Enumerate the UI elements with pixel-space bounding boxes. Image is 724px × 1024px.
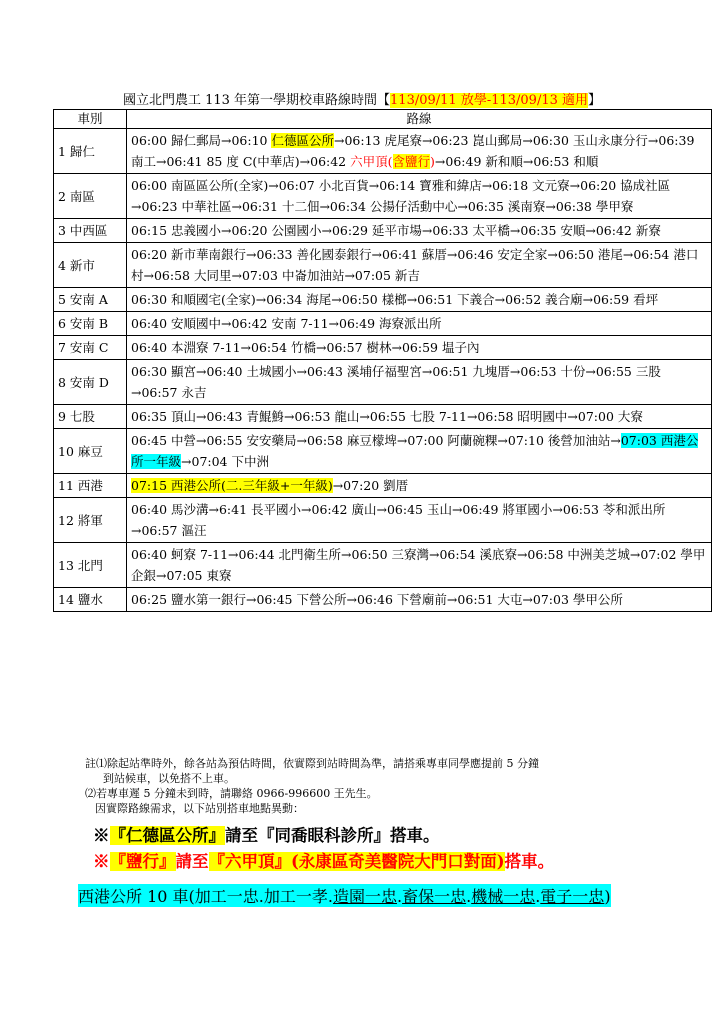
route-text: →06:49 新和順→06:53 和順 — [434, 154, 599, 169]
car-cell: 9 七股 — [54, 405, 127, 429]
car-cell: 11 西港 — [54, 474, 127, 498]
route-text: →07:20 劉厝 — [332, 478, 409, 493]
page-title — [0, 93, 724, 109]
route-red: ) — [430, 154, 435, 169]
stop-change-2 — [93, 848, 554, 872]
mark: ※ — [93, 852, 110, 871]
suffix: 搭車。 — [504, 852, 555, 871]
table-row — [54, 243, 712, 288]
table-row — [54, 288, 712, 312]
route-table — [53, 109, 712, 612]
table-row — [54, 588, 712, 612]
table-row — [54, 129, 712, 174]
new-stop: 『同喬眼科診所』 — [258, 826, 390, 845]
route-cell: 06:40 馬沙溝→6:41 長平國小→06:42 廣山→06:45 玉山→06:49 將軍國小→06:53 苓和派出所→06:57 漚汪 — [127, 498, 712, 543]
xigang-sep: . — [535, 887, 541, 906]
table-row — [54, 543, 712, 588]
mark: ※ — [93, 826, 110, 845]
route-highlight: 07:15 西港公所(二.三年級+一年級) — [131, 478, 333, 493]
xigang-sep: . — [327, 887, 333, 906]
table-row — [54, 498, 712, 543]
xigang-sep: . — [466, 887, 472, 906]
table-header-row — [54, 110, 712, 129]
xigang-item: 電子一忠 — [540, 887, 605, 906]
title-end: 】 — [588, 93, 602, 108]
header-route: 路線 — [127, 110, 712, 129]
car-cell: 8 安南 D — [54, 360, 127, 405]
xigang-item: .加工一孝 — [258, 887, 328, 906]
xigang-item: 畜保一忠 — [402, 887, 467, 906]
route-cell: 06:15 忠義國小→06:20 公園國小→06:29 延平市場→06:33 太平橋→06:35 安順→06:42 新寮 — [127, 219, 712, 243]
title-date-range: 113/09/11 放學-113/09/13 適用 — [390, 93, 589, 108]
connector: 請至 — [175, 852, 209, 871]
title-main: 國立北門農工 113 年第一學期校車路線時間【 — [122, 93, 391, 108]
xigang-suffix: ) — [604, 887, 611, 906]
car-cell: 3 中西區 — [54, 219, 127, 243]
car-cell: 14 鹽水 — [54, 588, 127, 612]
old-stop: 『鹽行』 — [109, 852, 176, 871]
route-cell: 06:40 本淵寮 7-11→06:54 竹橋→06:57 樹林→06:59 塭子內 — [127, 336, 712, 360]
route-text: 06:45 中營→06:55 安安藥局→06:58 麻豆檬埤→07:00 阿蘭碗粿→07:10 後營加油站→ — [131, 433, 621, 448]
table-row — [54, 474, 712, 498]
xigang-note — [78, 884, 611, 907]
route-cell: 06:35 頂山→06:43 青鯤鯓→06:53 龍山→06:55 七股 7-11→06:58 昭明國中→07:00 大寮 — [127, 405, 712, 429]
car-cell: 7 安南 C — [54, 336, 127, 360]
suffix: 搭車。 — [390, 826, 440, 845]
xigang-item: 機械一忠 — [471, 887, 536, 906]
route-text: →06:13 虎尾寮→06:23 崑山郵局→06:30 玉山永康分行→06:39 南工→06:41 85 度 C(中華店)→06:42 — [131, 133, 695, 169]
car-cell: 1 歸仁 — [54, 129, 127, 174]
car-cell: 6 安南 B — [54, 312, 127, 336]
route-highlight: 仁德區公所 — [271, 133, 334, 148]
car-cell: 4 新市 — [54, 243, 127, 288]
table-row — [54, 360, 712, 405]
table-row — [54, 219, 712, 243]
car-cell: 12 將軍 — [54, 498, 127, 543]
car-cell: 2 南區 — [54, 174, 127, 219]
xigang-sep: . — [396, 887, 403, 906]
xigang-prefix: 西港公所 10 車(加工一忠 — [78, 887, 259, 906]
table-row — [54, 312, 712, 336]
table-row — [54, 429, 712, 474]
route-text: 06:00 歸仁郵局→06:10 — [131, 133, 272, 148]
xigang-item: 造園一忠 — [332, 887, 397, 906]
route-cell: 06:40 安順國中→06:42 安南 7-11→06:49 海寮派出所 — [127, 312, 712, 336]
route-cell: 06:20 新市華南銀行→06:33 善化國泰銀行→06:41 蘇厝→06:46 安定全家→06:50 港尾→06:54 港口村→06:58 大同里→07:03 中崙加油站→07:05 新吉 — [127, 243, 712, 288]
car-cell: 13 北門 — [54, 543, 127, 588]
route-cell — [127, 129, 712, 174]
header-car: 車別 — [54, 110, 127, 129]
route-cell: 06:30 和順國宅(全家)→06:34 海尾→06:50 樣榔→06:51 下義合→06:52 義合廟→06:59 看坪 — [127, 288, 712, 312]
car-cell: 5 安南 A — [54, 288, 127, 312]
route-highlight-cyan: 07:03 西港公所一年級 — [131, 433, 699, 469]
table-row — [54, 405, 712, 429]
new-stop-detail: (永康區奇美醫院大門口對面) — [291, 852, 505, 871]
note-2: ⑵若專車遲 5 分鐘未到時，請聯絡 0966-996600 王先生。 — [85, 787, 378, 800]
connector: 請至 — [225, 826, 258, 845]
route-cell — [127, 429, 712, 474]
note-3: 因實際路線需求，以下站別搭車地點異動： — [95, 802, 304, 815]
route-cell: 06:25 鹽水第一銀行→06:45 下營公所→06:46 下營廟前→06:51 大屯→07:03 學甲公所 — [127, 588, 712, 612]
stop-change-1 — [93, 822, 440, 846]
route-red: 六甲頂( — [350, 154, 393, 169]
old-stop: 『仁德區公所』 — [109, 826, 225, 845]
route-cell — [127, 474, 712, 498]
table-row — [54, 174, 712, 219]
new-stop: 『六甲頂』 — [208, 852, 291, 871]
note-1-cont: 到站候車，以免搭不上車。 — [103, 772, 235, 785]
route-cell: 06:00 南區區公所(全家)→06:07 小北百貨→06:14 寶雅和緯店→06:18 文元寮→06:20 協成社區→06:23 中華社區→06:31 十二佃→06:34 公揚仔活動中心→06:35 溪南寮→06:38 學甲寮 — [127, 174, 712, 219]
notes — [85, 756, 539, 816]
car-cell: 10 麻豆 — [54, 429, 127, 474]
route-text: →07:04 下中洲 — [181, 454, 269, 469]
route-cell: 06:40 蚵寮 7-11→06:44 北門衛生所→06:50 三寮灣→06:54 溪底寮→06:58 中洲美芝城→07:02 學甲企銀→07:05 東寮 — [127, 543, 712, 588]
table-row — [54, 336, 712, 360]
note-1: 註⑴除起站準時外，餘各站為預估時間，依實際到站時間為準，請搭乘專車同學應提前 5 分鐘 — [85, 757, 539, 770]
route-cell: 06:30 顯宮→06:40 土城國小→06:43 溪埔仔福聖宮→06:51 九塊厝→06:53 十份→06:55 三股→06:57 永吉 — [127, 360, 712, 405]
route-red-highlight: 含鹽行 — [392, 154, 431, 169]
